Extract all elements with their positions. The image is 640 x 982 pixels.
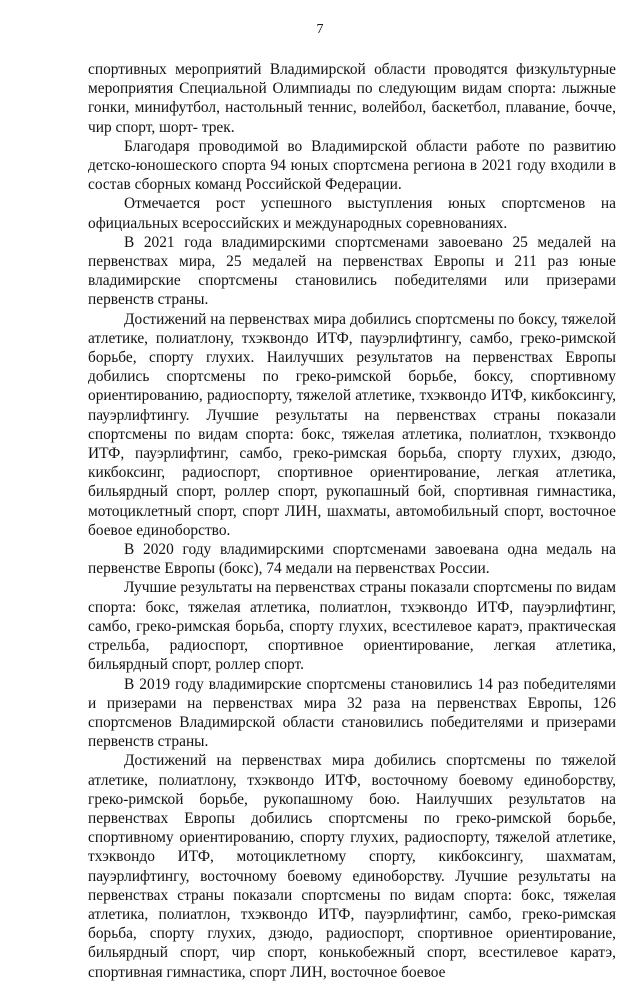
- paragraph-2019-medals: В 2019 году владимирские спортсмены становились 14 раз победителями и призерами на первенствах мира 32 раза на первенствах Европы, 126 спортсменов Владимирской области становились победителями и призерами первенств страны.: [88, 675, 616, 751]
- paragraph-2019-achievements: Достижений на первенствах мира добились спортсмены по тяжелой атлетике, полиатлону, тхэквондо ИТФ, восточному боевому единоборству, греко-римской борьбе, рукопашному бою. Наилучших результатов на первенствах Европы добились спортсмены по греко-римской борьбе, спортивному ориентированию, спорту глухих, радиоспорту, тяжелой атлетике, тхэквондо ИТФ, мотоциклетному спорту, кикбоксингу, шахматам, пауэрлифтингу, восточному боевому единоборству. Лучшие результаты на первенствах страны показали спортсмены по видам спорта: бокс, тяжелая атлетика, полиатлон, тхэквондо ИТФ, пауэрлифтинг, самбо, греко-римская борьба, спорту глухих, дзюдо, радиоспорт, спортивное ориентирование, бильярдный спорт, чир спорт, конькобежный спорт, всестилевое каратэ, спортивная гимнастика, спорт ЛИН, восточное боевое: [88, 752, 616, 981]
- body-text: [88, 60, 616, 982]
- page-number: 7: [316, 22, 324, 37]
- paragraph-2021-achievements: Достижений на первенствах мира добились спортсмены по боксу, тяжелой атлетике, полиатлону, тхэквондо ИТФ, пауэрлифтингу, самбо, греко-римской борьбе, спорту глухих. Наилучших результатов на первенствах Европы добились спортсмены по греко-римской борьбе, боксу, спортивному ориентированию, радиоспорту, тяжелой атлетике, тхэквондо ИТФ, кикбоксингу, пауэрлифтингу. Лучшие результаты на первенствах страны показали спортсмены по видам спорта: бокс, тяжелая атлетика, полиатлон, тхэквондо ИТФ, пауэрлифтинг, самбо, греко-римская борьба, спорту глухих, дзюдо, кикбоксинг, радиоспорт, спортивное ориентирование, легкая атлетика, бильярдный спорт, роллер спорт, рукопашный бой, спортивная гимнастика, мотоциклетный спорт, спорт ЛИН, шахматы, автомобильный спорт, восточное боевое единоборство.: [88, 310, 616, 539]
- paragraph-youth-sport: Благодаря проводимой во Владимирской области работе по развитию детско-юношеского спорта 94 юных спортсмена региона в 2021 году входили в состав сборных команд Российской Федерации.: [88, 137, 616, 194]
- paragraph-2020-results: Лучшие результаты на первенствах страны показали спортсмены по видам спорта: бокс, тяжелая атлетика, полиатлон, тхэквондо ИТФ, пауэрлифтинг, самбо, греко-римская борьба, спорту глухих, всестилевое каратэ, практическая стрельба, радиоспорт, спортивное ориентирование, легкая атлетика, бильярдный спорт, роллер спорт.: [88, 579, 616, 674]
- paragraph-growth: Отмечается рост успешного выступления юных спортсменов на официальных всероссийских и международных соревнованиях.: [88, 195, 616, 232]
- paragraph-special-olympics: спортивных мероприятий Владимирской области проводятся физкультурные мероприятия Специальной Олимпиады по следующим видам спорта: лыжные гонки, минифутбол, настольный теннис, волейбол, баскетбол, плавание, бочче, чир спорт, шорт- трек.: [88, 61, 616, 136]
- paragraph-2021-medals: В 2021 года владимирскими спортсменами завоевано 25 медалей на первенствах мира, 25 медалей на первенствах Европы и 211 раз юные владимирские спортсмены становились победителями или призерами первенств страны.: [88, 233, 616, 309]
- paragraph-2020-medals: В 2020 году владимирскими спортсменами завоевана одна медаль на первенстве Европы (бокс), 74 медали на первенствах России.: [88, 541, 616, 578]
